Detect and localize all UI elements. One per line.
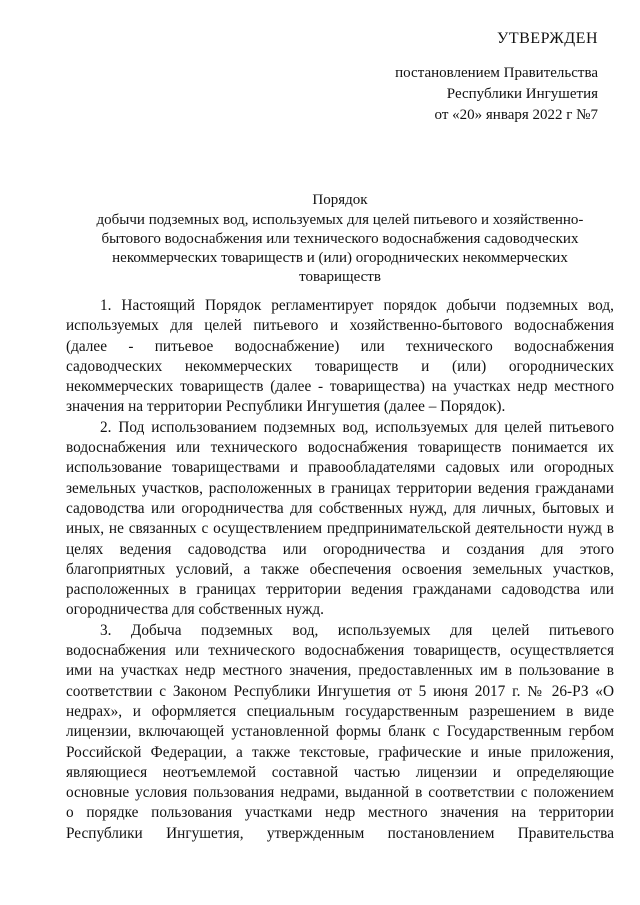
paragraph-line: некоммерческих товариществ (далее - товарищества) на участках недр местного [66,378,614,396]
paragraph-line: о порядке пользования участками недр местного значения на территории [66,804,614,822]
approval-heading: УТВЕРЖДЕН [497,30,598,47]
paragraph-3 [66,621,614,844]
title-word: Порядок [312,192,368,208]
document-body [66,296,614,844]
approval-stamp [395,28,598,126]
paragraph-line: целях ведения садоводства или огородничества и создания для этого [66,540,614,558]
title-line-2: бытового водоснабжения или технического водоснабжения садоводческих [101,231,579,247]
paragraph-1 [66,296,614,418]
paragraph-line: (далее - питьевое водоснабжение) или технического водоснабжения [66,337,614,355]
title-line-4: товариществ [299,269,381,285]
paragraph-line: 1. Настоящий Порядок регламентирует порядок добычи подземных вод, [100,297,614,314]
paragraph-line: 3. Добыча подземных вод, используемых для целей питьевого [100,621,614,639]
paragraph-line: водоснабжения или технического водоснабжения товариществ, осуществляется [66,642,614,660]
approval-line-3: от «20» января 2022 г №7 [434,107,598,123]
paragraph-line: являющиеся неотъемлемой составной частью лицензии и определяющие [66,763,614,781]
approval-line-2: Республики Ингушетия [446,86,598,102]
paragraph-line: 2. Под использованием подземных вод, используемых для целей питьевого [100,418,614,436]
approval-line-1: постановлением Правительства [395,65,598,81]
paragraph-line: садоводческих некоммерческих товариществ и (или) огороднических [66,357,614,375]
paragraph-line: используемых для целей питьевого и хозяйственно-бытового водоснабжения [66,317,614,335]
title-line-3: некоммерческих товариществ и (или) огороднических некоммерческих [112,250,568,266]
document-title [60,191,620,287]
paragraph-line: огородничества для собственных нужд. [66,601,325,619]
paragraph-line: расположенных в границах территории ведения гражданами садоводства или [66,581,614,599]
title-line-1: добычи подземных вод, используемых для целей питьевого и хозяйственно- [96,212,584,228]
paragraph-line: значения на территории Республики Ингушетия (далее – Порядок). [66,398,506,416]
paragraph-line: садоводства или огородничества для собственных нужд, для личных, бытовых и [66,499,614,517]
paragraph-line: использование товариществами и правообладателями садовых или огородных [66,459,614,477]
paragraph-line: Российской Федерации, а также текстовые, графические и иные приложения, [66,743,614,761]
paragraph-line: благоприятных условий, а также обеспечения освоения земельных участков, [66,560,614,578]
paragraph-line: недрах», и оформляется специальным государственным разрешением в виде [66,702,614,720]
paragraph-line: ими на участках недр местного значения, предоставленных им в пользование в [66,662,614,680]
paragraph-line: водоснабжения или технического водоснабжения товариществ понимается их [66,439,614,457]
paragraph-line: соответствии с Законом Республики Ингушетия от 5 июня 2017 г. № 26-РЗ «О [66,682,614,700]
paragraph-line: лицензии, включающей установленной формы бланк с Государственным гербом [66,723,614,741]
paragraph-line: земельных участков, расположенных в границах территории ведения гражданами [66,479,614,497]
paragraph-line: иных, не связанных с осуществлением предпринимательской деятельности нужд в [66,520,614,538]
paragraph-2 [66,418,614,621]
paragraph-line: Республики Ингушетия, утвержденным постановлением Правительства [66,824,614,842]
paragraph-line: основные условия пользования недрами, выданной в соответствии с положением [66,784,614,802]
